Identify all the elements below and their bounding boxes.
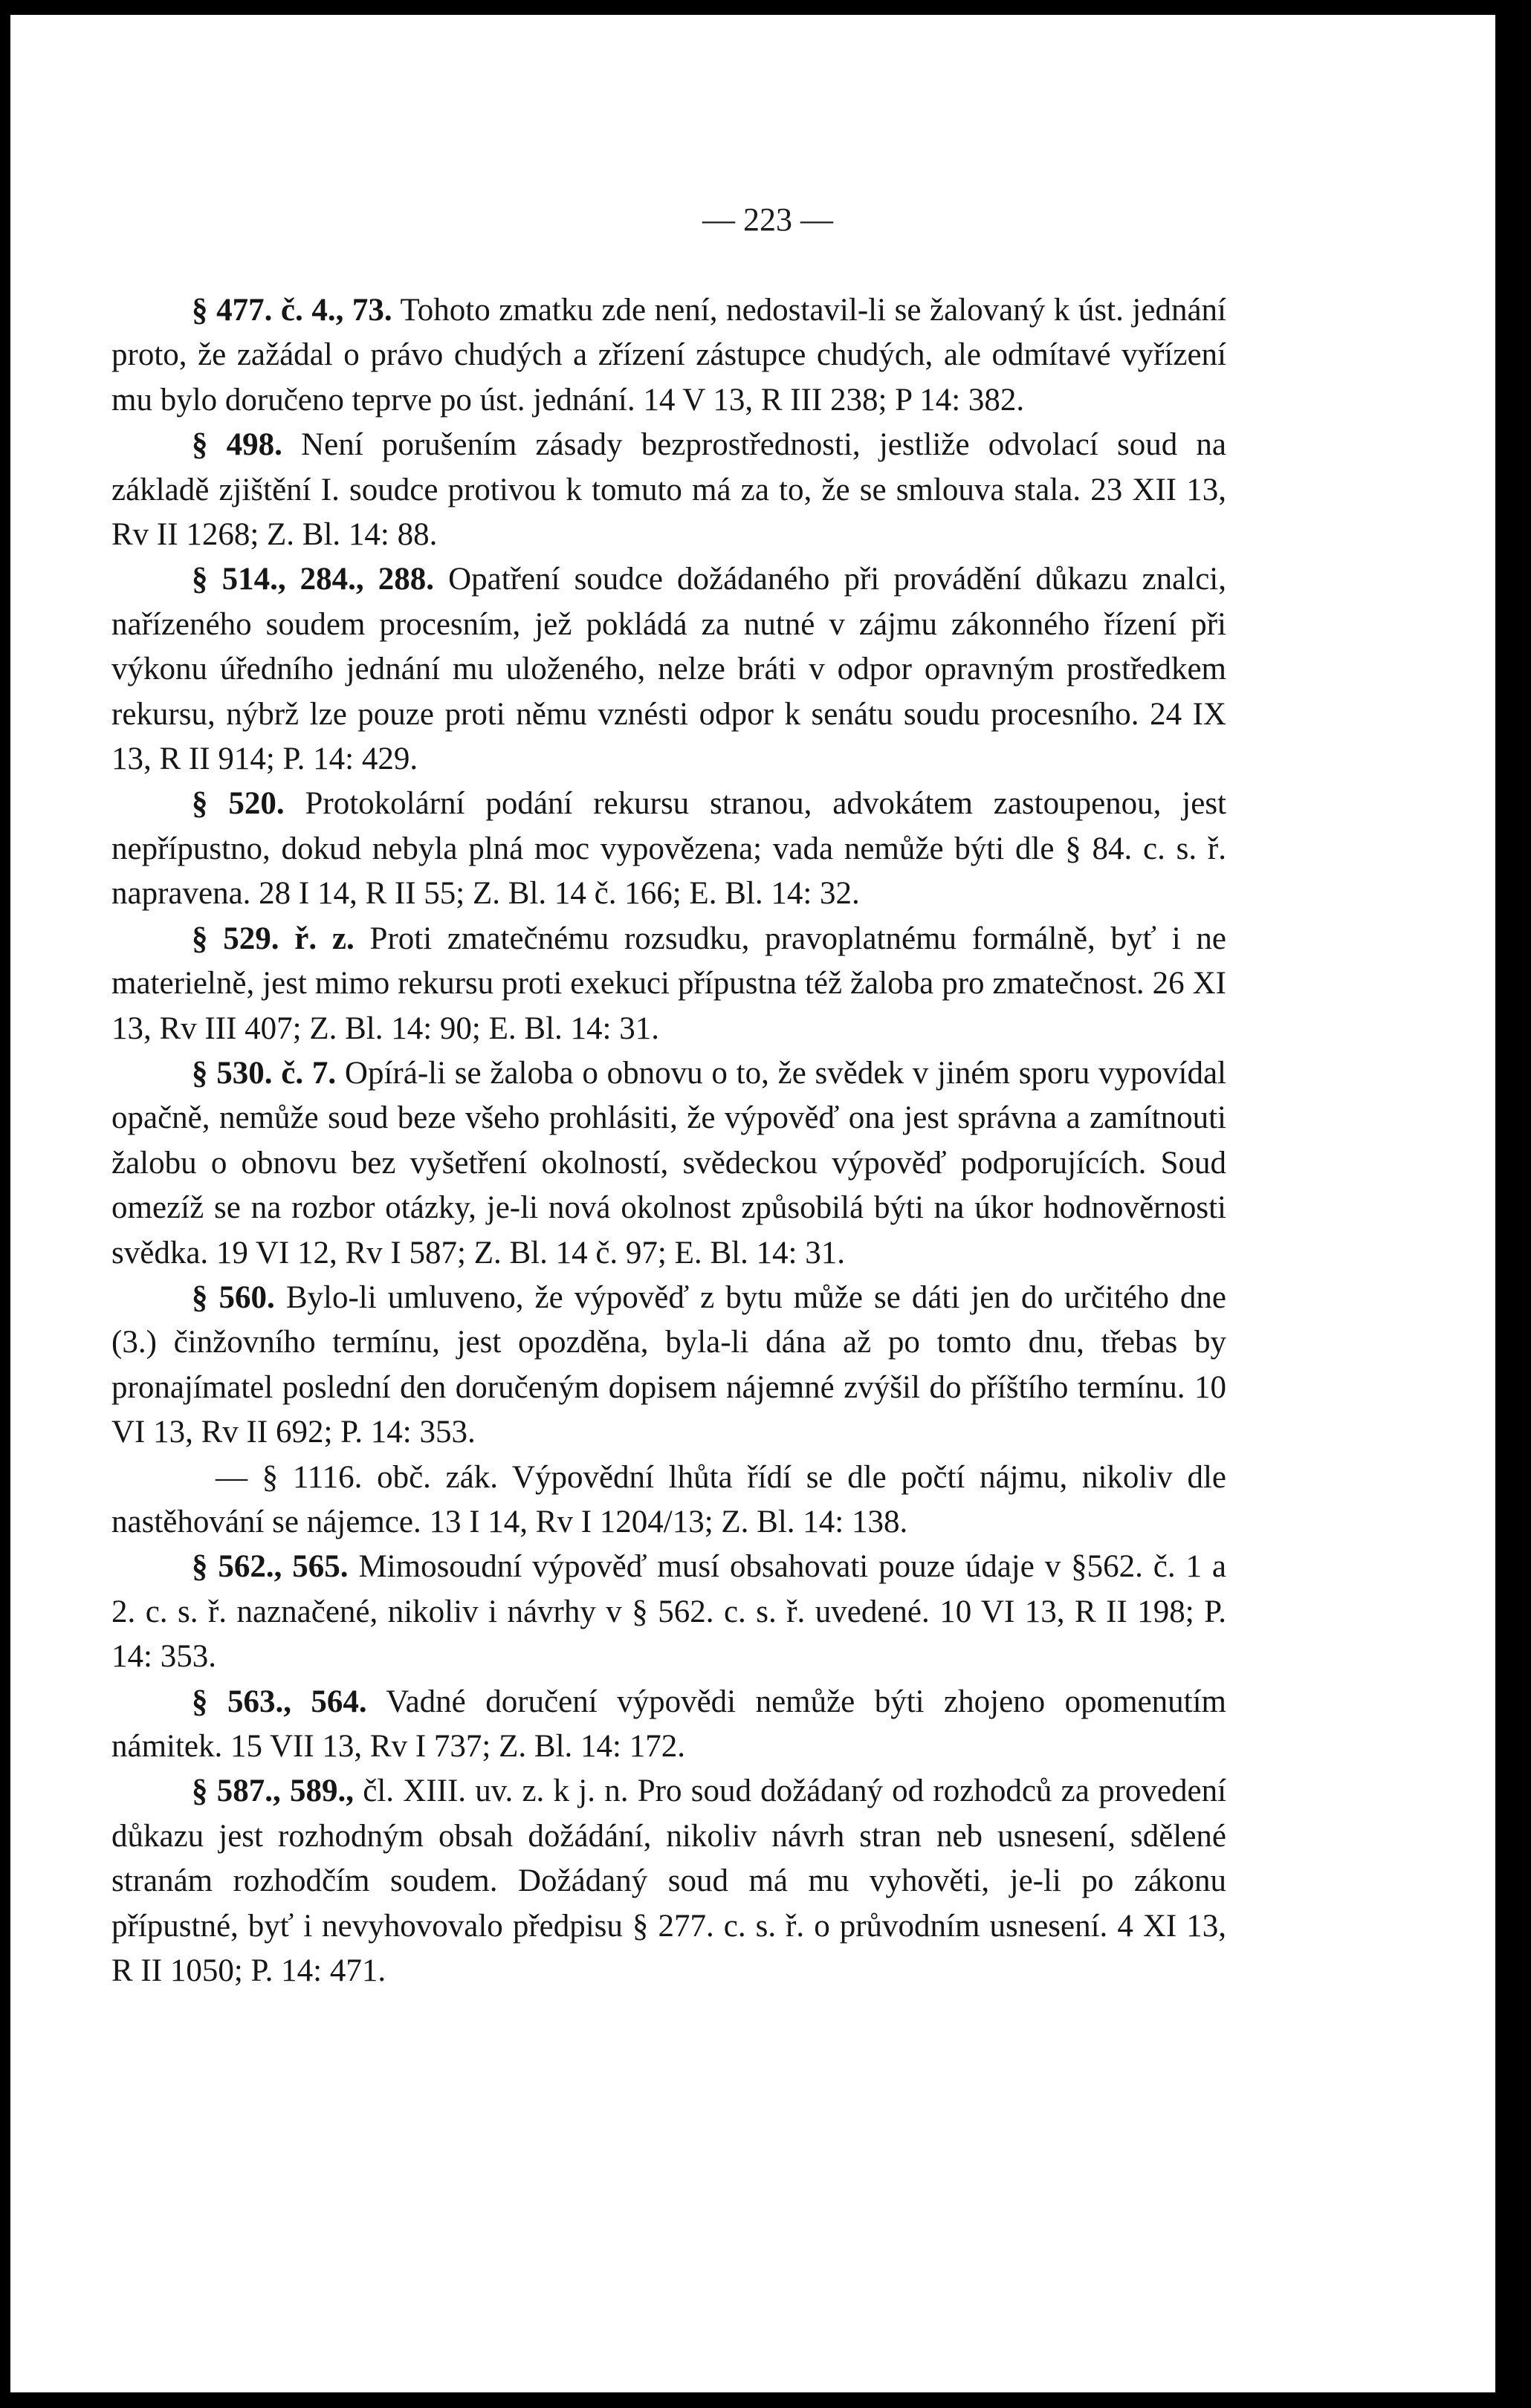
entry-text: Tohoto zmatku zde není, nedostavil-li se žalovaný k úst. jednání proto, že zažádal o právo chudých a zřízení zástupce chudých, ale odmítavé vyřízení mu bylo doručeno teprve po úst. jednání. 14 V 13, R III 238; P 14: 382.: [111, 293, 1226, 418]
entry-530: [111, 1051, 1226, 1276]
entry-reference: § 563., 564.: [192, 1684, 367, 1719]
entry-reference: § 562., 565.: [192, 1549, 349, 1585]
entry-520: [111, 782, 1226, 916]
entry-text: Mimosoudní výpověď musí obsahovati pouze údaje v §562. č. 1 a 2. c. s. ř. naznačené, nikoliv i návrhy v § 562. c. s. ř. uvedené. 10 VI 13, R II 198; P. 14: 353.: [111, 1549, 1227, 1675]
entry-reference: § 514., 284., 288.: [192, 562, 434, 597]
entry-text: Vadné doručení výpovědi nemůže býti zhojeno opomenutím námitek. 15 VII 13, Rv I 737; Z. Bl. 14: 172.: [111, 1684, 1226, 1764]
entry-reference: § 587., 589.,: [192, 1773, 354, 1809]
entry-text: — § 1116. obč. zák. Výpovědní lhůta řídí se dle počtí nájmu, nikoliv dle nastěhování se nájemce. 13 I 14, Rv I 1204/13; Z. Bl. 14: 138.: [111, 1459, 1226, 1539]
entry-reference: § 498.: [192, 427, 282, 463]
entry-1116: [111, 1455, 1226, 1545]
entry-text: Není porušením zásady bezprostřednosti, jestliže odvolací soud na základě zjištění I. soudce protivou k tomuto má za to, že se smlouva stala. 23 XII 13, Rv II 1268; Z. Bl. 14: 88.: [111, 427, 1226, 553]
entry-reference: § 477. č. 4., 73.: [192, 293, 392, 328]
entry-reference: § 560.: [192, 1279, 275, 1315]
entry-reference: § 529. ř. z.: [192, 921, 355, 956]
entry-text: Opatření soudce dožádaného při provádění důkazu znalci, nařízeného soudem procesním, jež pokládá za nutné v zájmu zákonného řízení při výkonu úředního jednání mu uloženého, nelze bráti v odpor opravným prostředkem rekursu, nýbrž lze pouze proti němu vznésti odpor k senátu soudu procesního. 24 IX 13, R II 914; P. 14: 429.: [111, 562, 1226, 777]
entry-477: [111, 288, 1226, 423]
entry-text: Opírá-li se žaloba o obnovu o to, že svědek v jiném sporu vypovídal opačně, nemůže soud beze všeho prohlásiti, že výpověď ona jest správna a zamítnouti žalobu o obnovu bez vyšetření okolností, svědeckou výpověď podporujících. Soud omezíž se na rozbor otázky, je-li nová okolnost způsobilá býti na úkor hodnověrnosti svědka. 19 VI 12, Rv I 587; Z. Bl. 14 č. 97; E. Bl. 14: 31.: [111, 1055, 1226, 1270]
entry-text: Bylo-li umluveno, že výpověď z bytu může se dáti jen do určitého dne (3.) činžovního termínu, jest opozděna, byla-li dána až po tomto dnu, třebas by pronajímatel poslední den doručeným dopisem nájemné zvýšil do příštího termínu. 10 VI 13, Rv II 692; P. 14: 353.: [111, 1279, 1227, 1450]
entry-560: [111, 1276, 1226, 1455]
entry-587: [111, 1769, 1226, 1993]
entry-reference: § 520.: [192, 786, 285, 822]
entry-514: [111, 557, 1226, 782]
document-body: [111, 288, 1226, 1993]
entry-reference: § 530. č. 7.: [192, 1055, 337, 1091]
entry-text: Protokolární podání rekursu stranou, advokátem zastoupenou, jest nepřípustno, dokud nebyla plná moc vypovězena; vada nemůže býti dle § 84. c. s. ř. napravena. 28 I 14, R II 55; Z. Bl. 14 č. 166; E. Bl. 14: 32.: [111, 786, 1227, 912]
document-page: [10, 15, 1495, 2392]
entry-563: [111, 1680, 1226, 1770]
entry-text: čl. XIII. uv. z. k j. n. Pro soud dožádaný od rozhodců za provedení důkazu jest rozhodným obsah dožádání, nikoliv návrh stran neb usnesení, sdělené stranám rozhodčím soudem. Dožádaný soud má mu vyhověti, je-li po zákonu přípustné, byť i nevyhovovalo předpisu § 277. c. s. ř. o průvodním usnesení. 4 XI 13, R II 1050; P. 14: 471.: [111, 1773, 1227, 1989]
entry-498: [111, 423, 1226, 557]
entry-562: [111, 1545, 1226, 1679]
page-number: — 223 —: [702, 201, 833, 238]
entry-529: [111, 917, 1226, 1051]
entry-text: Proti zmatečnému rozsudku, pravoplatnému formálně, byť i ne materielně, jest mimo rekursu proti exekuci přípustna též žaloba pro zmatečnost. 26 XI 13, Rv III 407; Z. Bl. 14: 90; E. Bl. 14: 31.: [111, 921, 1226, 1046]
